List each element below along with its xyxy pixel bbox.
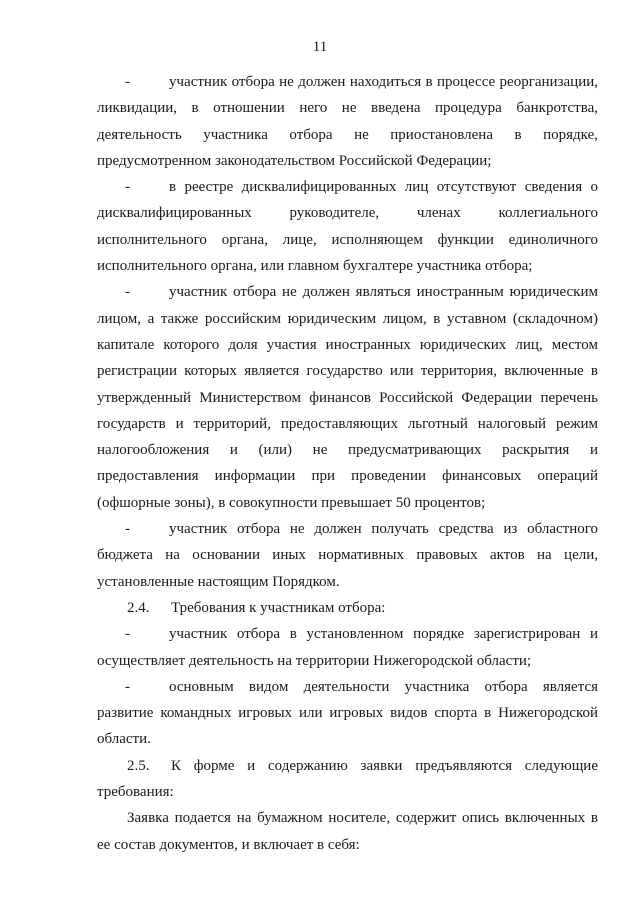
paragraph-text: К форме и содержанию заявки предъявляются следующие требования: — [97, 757, 598, 801]
paragraph-bullet-main-activity — [97, 674, 598, 753]
bullet-marker: - — [125, 284, 130, 301]
paragraph-text: участник отбора не должен находиться в процессе реорганизации, ликвидации, в отношении него не введена процедура банкротства, деятельность участника отбора не приостановлена в порядке, предусмотренном законодательством Российской Федерации; — [97, 74, 598, 169]
bullet-marker: - — [125, 678, 130, 695]
bullet-marker: - — [125, 74, 130, 90]
page-number: 11 — [312, 39, 328, 55]
paragraph-bullet-registered — [97, 621, 598, 674]
paragraph-text: основным видом деятельности участника отбора является развитие командных игровых или игровых видов спорта в Нижегородской области. — [97, 678, 598, 748]
document-body — [97, 69, 598, 858]
paragraph-text: участник отбора не должен получать средства из областного бюджета на основании иных нормативных правовых актов на цели, установленные настоящим Порядком. — [97, 521, 598, 590]
paragraph-bullet-foreign-entity — [97, 279, 598, 516]
section-number: 2.5. — [127, 757, 150, 774]
paragraph-bullet-disqualified-registry — [97, 174, 598, 279]
paragraph-bullet-regional-budget — [97, 516, 598, 595]
bullet-marker: - — [125, 179, 130, 196]
section-number: 2.4. — [127, 599, 150, 616]
paragraph-text: участник отбора в установленном порядке зарегистрирован и осуществляет деятельность на территории Нижегородской области; — [97, 626, 598, 669]
paragraph-text: Заявка подается на бумажном носителе, содержит опись включенных в ее состав документов, и включает в себя: — [97, 810, 598, 853]
bullet-marker: - — [125, 626, 130, 643]
section-2-4-heading — [97, 595, 598, 621]
section-2-5-heading — [97, 753, 598, 806]
paragraph-text: участник отбора не должен являться иностранным юридическим лицом, а также российским юридическим лицом, в уставном (складочном) капитале которого доля участия иностранных юридических лиц, местом регистрации которых является государство или территория, включенные в утвержденный Министерством финансов Российской Федерации перечень государств и территорий, предоставляющих льготный налоговый режим налогообложения и (или) не предусматривающих раскрытия и предоставления информации при проведении финансовых операций (офшорные зоны), в совокупности превышает 50 процентов; — [97, 284, 598, 511]
paragraph-application-submission — [97, 805, 598, 858]
paragraph-text: Требования к участникам отбора: — [171, 599, 386, 616]
paragraph-bullet-reorganization — [97, 69, 598, 174]
bullet-marker: - — [125, 521, 130, 538]
paragraph-text: в реестре дисквалифицированных лиц отсутствуют сведения о дисквалифицированных руководителе, членах коллегиального исполнительного органа, лице, исполняющем функции единоличного исполнительного органа, или главном бухгалтере участника отбора; — [97, 179, 598, 275]
